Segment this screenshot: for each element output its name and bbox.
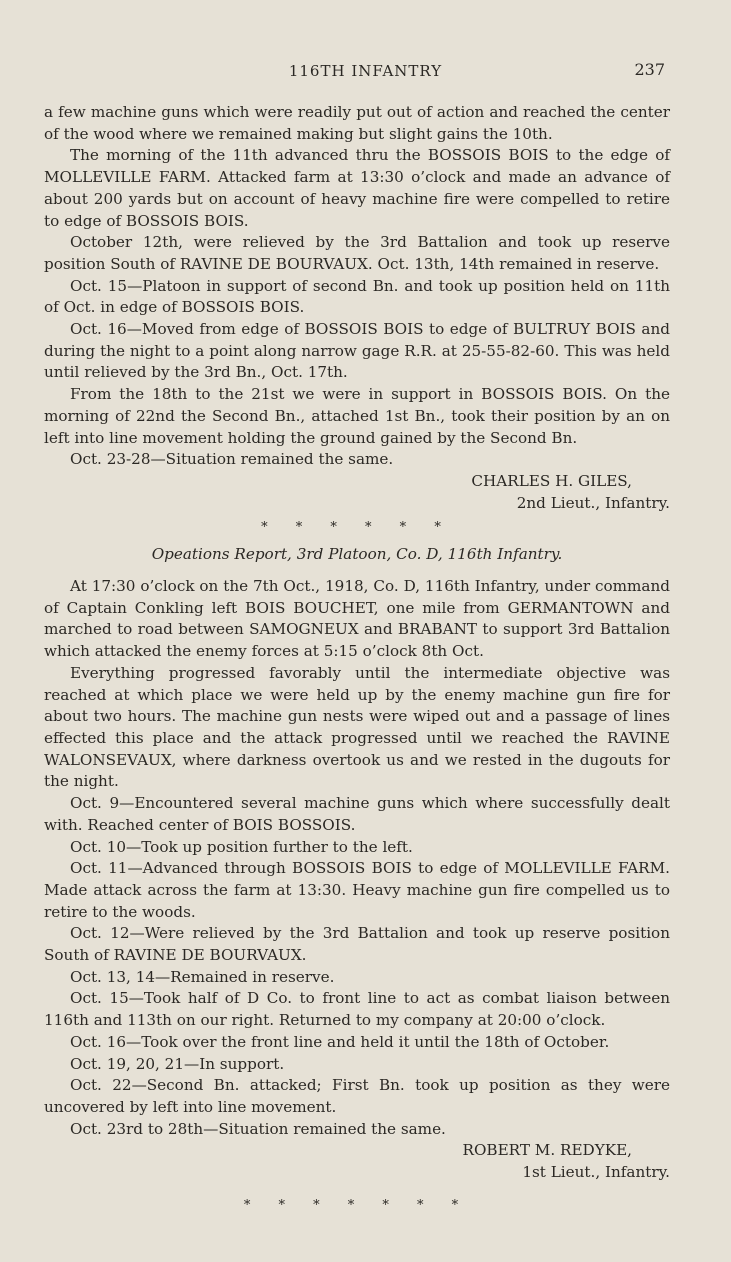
paragraph: Oct. 15—Took half of D Co. to front line to act as combat liaison between 116th and 113th on our right. Returned to my company at 20:00 o’clock. (44, 989, 670, 1030)
paragraph: Everything progressed favorably until the intermediate objective was reached at which place we were held up by the enemy machine gun fire for about two hours. The machine gun nests were wiped out and a passage of lines effected this place and the attack progressed until we reached the RAVINE WALONSEVAUX, where darkness overtook us and we rested in the dugouts for the night. (44, 663, 670, 791)
paragraph: Oct. 16—Took over the front line and held it until the 18th of October. (70, 1032, 610, 1051)
paragraph: At 17:30 o’clock on the 7th Oct., 1918, Co. D, 116th Infantry, under command of Captain Conkling left BOIS BOUCHET, one mile from GERMANTOWN and marched to road between SAMOGNEUX and BRABANT to support 3rd Battalion which attacked the enemy forces at 5:15 o’clock 8th Oct. (44, 577, 670, 661)
paragraph: Oct. 19, 20, 21—In support. (70, 1054, 285, 1073)
report-title: Opeations Report, 3rd Platoon, Co. D, 116th Infantry. (151, 545, 563, 564)
paragraph: Oct. 16—Moved from edge of BOSSOIS BOIS to edge of BULTRUY BOIS and during the night to a point along narrow gage R.R. at 25-55-82-60. This was held until relieved by the 3rd Bn., Oct. 17th. (44, 320, 670, 382)
paragraph: Oct. 9—Encountered several machine guns which where successfully dealt with. Reached center of BOIS BOSSOIS. (44, 794, 670, 834)
running-head: 116TH INFANTRY (288, 62, 443, 80)
signature-block (44, 471, 670, 514)
paragraph: The morning of the 11th advanced thru the BOSSOIS BOIS to the edge of MOLLEVILLE FARM. Attacked farm at 13:30 o’clock and made an advance of about 200 yards but on account of heavy machine fire were compelled to retire to edge of BOSSOIS BOIS. (44, 146, 670, 230)
signature-name: CHARLES H. GILES, (471, 471, 632, 490)
signature-rank: 2nd Lieut., Infantry. (516, 493, 670, 512)
paragraph: Oct. 13, 14—Remained in reserve. (70, 967, 335, 986)
paragraph: Oct. 23rd to 28th—Situation remained the same. (70, 1119, 446, 1138)
paragraph: a few machine guns which were readily put out of action and reached the center of the wood where we remained making but slight gains the 10th. (44, 103, 670, 143)
paragraph: Oct. 12—Were relieved by the 3rd Battalion and took up reserve position South of RAVINE DE BOURVAUX. (44, 924, 670, 965)
signature-rank: 1st Lieut., Infantry. (522, 1163, 670, 1182)
page-header (0, 60, 731, 84)
paragraph: Oct. 10—Took up position further to the left. (70, 837, 413, 856)
signature-name: ROBERT M. REDYKE, (462, 1141, 632, 1160)
paragraph: From the 18th to the 21st we were in support in BOSSOIS BOIS. On the morning of 22nd the Second Bn., attached 1st Bn., took their position by an on left into line movement holding the ground gained by the Second Bn. (44, 385, 670, 447)
paragraph: Oct. 22—Second Bn. attacked; First Bn. took up position as they were uncovered by left into line movement. (44, 1076, 670, 1116)
paragraph: Oct. 15—Platoon in support of second Bn. and took up position held on 11th of Oct. in edge of BOSSOIS BOIS. (44, 276, 670, 317)
page-body (44, 102, 670, 1222)
section-separator: * * * * * * (261, 520, 453, 536)
paragraph: October 12th, were relieved by the 3rd Battalion and took up reserve position South of RAVINE DE BOURVAUX. Oct. 13th, 14th remained in reserve. (44, 233, 670, 273)
page-number: 237 (634, 60, 665, 79)
paragraph: Oct. 11—Advanced through BOSSOIS BOIS to edge of MOLLEVILLE FARM. Made attack across the farm at 13:30. Heavy machine gun fire compelled us to retire to the woods. (44, 859, 670, 921)
paragraph: Oct. 23-28—Situation remained the same. (70, 450, 394, 469)
end-separator: * * * * * * * (243, 1197, 471, 1213)
signature-block (44, 1140, 670, 1183)
